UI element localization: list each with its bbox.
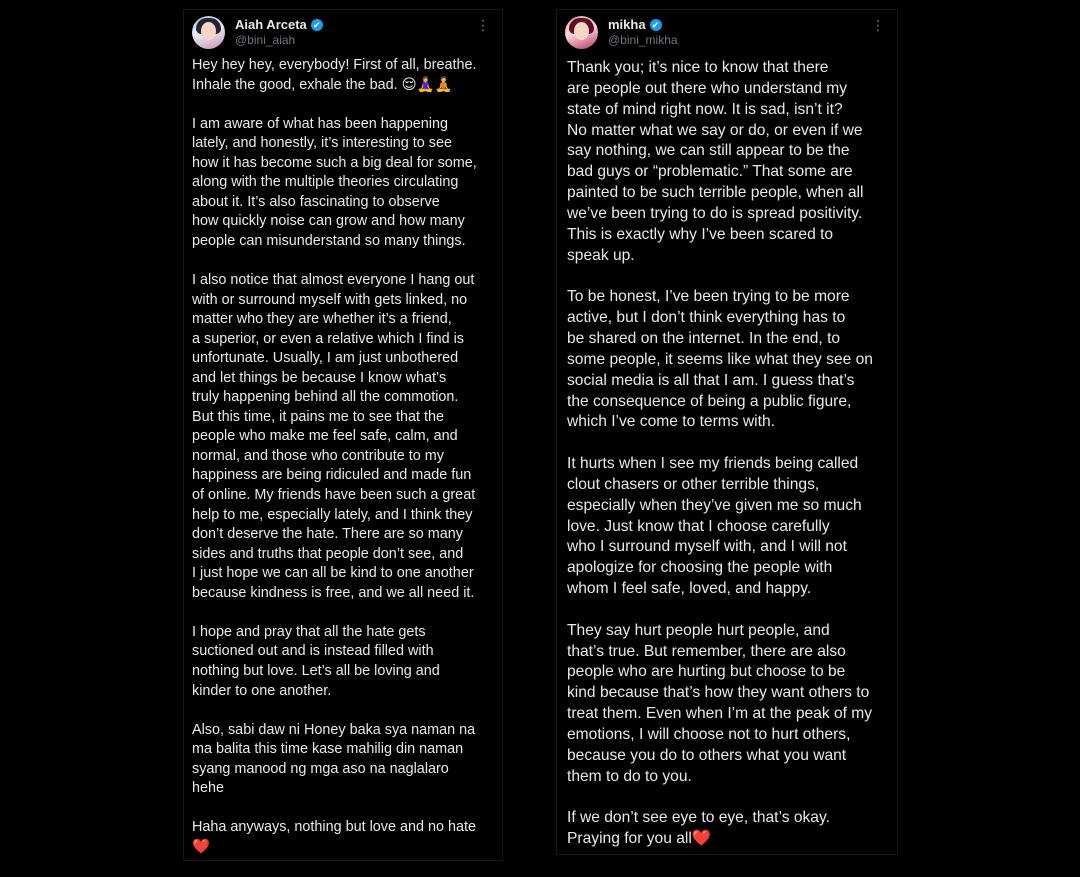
verified-badge-icon: ✔ [311, 19, 323, 31]
tweet-paragraph: If we don’t see eye to eye, that’s okay. Praying for you all❤️ [567, 809, 830, 848]
tweet-paragraph: Haha anyways, nothing but love and no hate ❤️ [192, 819, 477, 855]
tweet-text [567, 58, 899, 871]
tweet-paragraph: To be honest, I’ve been trying to be more active, but I don’t think everything has to be shared on the internet. In the end, to some people, it seems like what they see on social media is all that I am. I guess that’s the consequence of being a public figure, which I’ve come to terms with. [567, 288, 873, 431]
tweet-paragraph: Thank you; it’s nice to know that there are people out there who understand my state of mind right now. It is sad, isn’t it? No matter what we say or do, or even if we say nothing, we can still appear to be the bad guys or “problematic.” That some are painted to be such terrible people, when all we’ve been trying to do is spread positivity. This is exactly why I’ve been scared to speak up. [567, 59, 864, 264]
tweet-paragraph: Also, sabi daw ni Honey baka sya naman na ma balita this time kase mahilig din naman syang manood ng mga aso na naglalaro hehe [192, 721, 476, 797]
verified-badge-icon: ✔ [650, 19, 662, 31]
avatar[interactable] [565, 16, 598, 49]
tweet-header [184, 10, 502, 54]
tweet-card-aiah[interactable] [183, 9, 503, 861]
more-options-icon[interactable]: ⋮ [476, 17, 490, 33]
author-name-row[interactable] [608, 17, 662, 32]
display-name[interactable]: mikha [608, 17, 646, 32]
avatar[interactable] [192, 16, 225, 49]
display-name[interactable]: Aiah Arceta [235, 17, 307, 32]
tweet-text [192, 56, 502, 877]
tweet-paragraph: I also notice that almost everyone I hang out with or surround myself with gets linked, no matter who they are whether it’s a friend, a superior, or even a relative which I find is unfortunate. Usually, I am just unbothered and let things be because I know what’s truly happening behind all the commotion. But this time, it pains me to see that the people who make me feel safe, calm, and normal, and those who contribute to my happiness are being ridiculed and made fun of online. My friends have been such a great help to me, especially lately, and I think they don’t deserve the hate. There are so many sides and truths that people don’t see, and I just hope we can all be kind to one another because kindness is free, and we all need it. [192, 272, 476, 601]
user-handle[interactable]: @bini_aiah [235, 33, 296, 47]
user-handle[interactable]: @bini_mikha [608, 33, 678, 47]
tweet-paragraph: They say hurt people hurt people, and that’s true. But remember, there are also people who are hurting but choose to be kind because that’s how they want others to treat them. Even when I’m at the peak of my emotions, I will choose not to hurt others, because you do to others what you want them to do to you. [567, 621, 873, 785]
tweet-paragraph: I am aware of what has been happening lately, and honestly, it’s interesting to see how it has become such a big deal for some, along with the multiple theories circulating about it. It’s also fascinating to observe how quickly noise can grow and how many people can misunderstand so many things. [192, 115, 477, 249]
author-name-row[interactable] [235, 17, 323, 32]
tweet-paragraph: It hurts when I see my friends being called clout chasers or other terrible things, especially when they’ve given me so much love. Just know that I choose carefully who I surround myself with, and I will not apologize for choosing the people with whom I feel safe, loved, and happy. [567, 455, 862, 598]
tweet-card-mikha[interactable] [556, 9, 898, 855]
more-options-icon[interactable]: ⋮ [871, 17, 885, 33]
tweet-paragraph: I hope and pray that all the hate gets suctioned out and is instead filled with nothing but love. Let’s all be loving and kinder to one another. [192, 623, 440, 699]
tweet-header [557, 10, 897, 54]
tweet-paragraph: Hey hey hey, everybody! First of all, breathe. Inhale the good, exhale the bad. 😌🧘‍♀️🧘 [192, 57, 477, 93]
